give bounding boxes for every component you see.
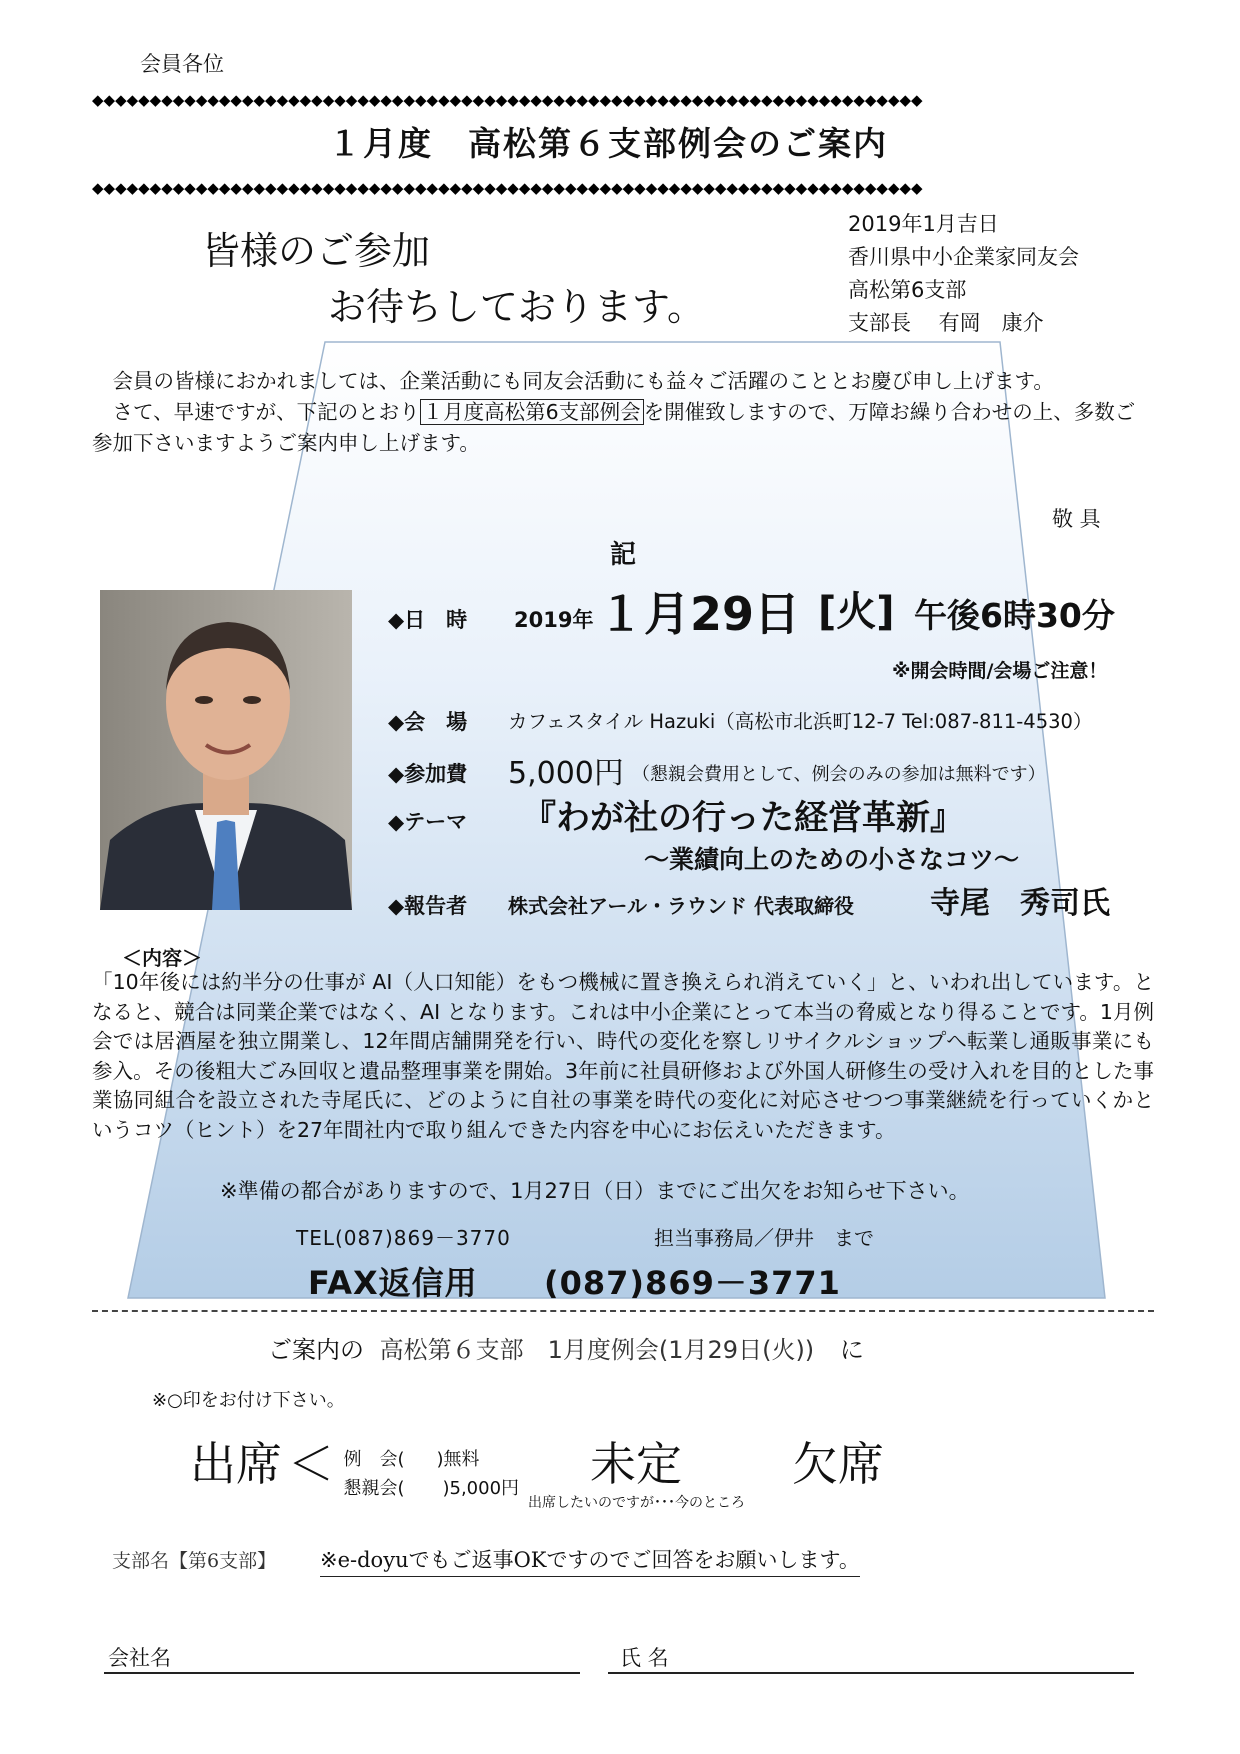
venue-notice: ※開会時間/会場ご注意！ [892, 660, 1108, 682]
diamond-border-bottom: ◆◆◆◆◆◆◆◆◆◆◆◆◆◆◆◆◆◆◆◆◆◆◆◆◆◆◆◆◆◆◆◆◆◆◆◆◆◆◆◆◆◆◆◆◆◆◆◆◆◆◆◆◆◆◆◆◆◆◆◆◆◆◆◆◆◆◆◆◆◆◆◆ [92, 180, 923, 196]
option-party[interactable] [332, 1453, 519, 1500]
datetime-date: １月29日 [598, 587, 801, 641]
reporter-company: 株式会社アール・ラウンド 代表取締役 [508, 894, 854, 918]
fee-value: 5,000円 [508, 756, 624, 791]
datetime-weekday: [火] [818, 589, 895, 635]
closing-keigu: 敬 具 [1052, 507, 1101, 531]
absent-option[interactable]: 欠席 [792, 1437, 884, 1491]
reply-instruction: ※○印をお付け下さい。 [152, 1390, 345, 1411]
option-party-label: 懇親会( [343, 1478, 405, 1499]
letter-body [92, 366, 1152, 459]
diamond-border-top: ◆◆◆◆◆◆◆◆◆◆◆◆◆◆◆◆◆◆◆◆◆◆◆◆◆◆◆◆◆◆◆◆◆◆◆◆◆◆◆◆◆◆◆◆◆◆◆◆◆◆◆◆◆◆◆◆◆◆◆◆◆◆◆◆◆◆◆◆◆◆◆◆ [92, 92, 923, 108]
greeting-line2: お待ちしております。 [328, 285, 705, 329]
fee-note: （懇親会費用として、例会のみの参加は無料です） [632, 764, 1046, 785]
datetime-year: 2019年 [514, 608, 594, 632]
company-name-field[interactable] [104, 1672, 580, 1674]
reporter-name: 寺尾 秀司氏 [930, 886, 1110, 921]
issuer-block [848, 208, 1079, 340]
edoyu-note: ※e-doyuでもご返事OKですのでご回答をお願いします。 [320, 1544, 860, 1577]
undecided-option[interactable]: 未定 [590, 1437, 682, 1491]
issuer-chief: 支部長 有岡 康介 [848, 311, 1044, 335]
undecided-note: 出席したいのですが･･･今のところ [528, 1495, 745, 1511]
attend-bracket: ＜ [288, 1437, 334, 1491]
issuer-branch: 高松第6支部 [848, 278, 967, 302]
boxed-event-name: １月度高松第6支部例会 [420, 399, 644, 425]
fax-label: FAX返信用 [308, 1264, 478, 1302]
greeting-line1: 皆様のご参加 [202, 229, 431, 273]
reply-prefix: ご案内の [268, 1336, 364, 1364]
letter-p2-after: を開催致しますので、万障お繰り合わせの上、多数ご参加下さいますようご案内申し上げます。 [92, 400, 1136, 455]
page-title: １月度 高松第６支部例会のご案内 [328, 124, 888, 163]
letter-paragraph-2 [92, 397, 1152, 459]
theme-value: 『わが社の行った経営革新』 [522, 798, 964, 838]
company-name-label: 会社名 [108, 1646, 171, 1670]
issue-date: 2019年1月吉日 [848, 212, 999, 236]
contact-tel: TEL(087)869－3770 [296, 1226, 511, 1250]
speaker-photo [100, 590, 352, 910]
issuer-org: 香川県中小企業家同友会 [848, 245, 1079, 269]
reporter-label: ◆報告者 [388, 894, 468, 918]
subtheme-value: ～業績向上のための小さなコツ～ [644, 845, 1020, 874]
venue-label: ◆会 場 [388, 710, 468, 734]
addressee: 会員各位 [140, 52, 224, 76]
contact-staff: 担当事務局／伊井 まで [654, 1226, 874, 1250]
option-party-tail: )5,000円 [442, 1478, 520, 1499]
letter-paragraph-1: 会員の皆様におかれましては、企業活動にも同友会活動にも益々ご活躍のこととお慶び申し上げます。 [112, 369, 1054, 393]
reply-intro [268, 1330, 864, 1365]
attend-option: 出席 [190, 1437, 282, 1491]
datetime-time: 午後6時30分 [914, 596, 1115, 635]
reply-event: 高松第６支部 1月度例会(1月29日(火)) [379, 1336, 815, 1364]
contents-text: 「10年後には約半分の仕事が AI（人口知能）をもつ機械に置き換えられ消えていく」と、いわれ出しています。となると、競合は同業企業ではなく、AI となります。これは中小企業にとって本当の脅威となり得ることです。1月例会では居酒屋を独立開業し、12年間店舗開発を行い、時代の変化を察しリサイクルショップへ転業し通販事業にも参入。その後粗大ごみ回収と遺品整理事業を開始。3年前に社員研修および外国人研修生の受け入れを目的とした事業協同組合を設立された寺尾氏に、どのように自社の事業を時代の変化に対応させつつ事業継続を行っていくかというコツ（ヒント）を27年間社内で取り組んできた内容を中心にお伝えいただきます。 [92, 970, 1154, 1142]
fee-label: ◆参加費 [388, 762, 468, 786]
cut-line [92, 1310, 1154, 1312]
contents-heading: ＜内容＞ [122, 946, 202, 970]
letter-p2-before: さて、早速ですが、下記のとおり [112, 400, 420, 424]
option-meeting-label: 例 会( [343, 1449, 405, 1470]
theme-label: ◆テーマ [388, 810, 468, 834]
option-meeting-tail: )無料 [436, 1449, 480, 1470]
datetime-label: ◆日 時 [388, 608, 468, 632]
venue-value: カフェスタイル Hazuki（高松市北浜町12-7 Tel:087-811-4530） [508, 710, 1093, 733]
person-name-label: 氏 名 [620, 1646, 669, 1670]
person-name-field[interactable] [608, 1672, 1134, 1674]
branch-name-label: 支部名【第6支部】 [112, 1550, 277, 1572]
ki-mark: 記 [610, 540, 637, 570]
rsvp-deadline: ※準備の都合がありますので、1月27日（日）までにご出欠をお知らせ下さい。 [220, 1179, 970, 1203]
reply-suffix: に [839, 1336, 864, 1364]
fax-number: (087)869－3771 [544, 1264, 841, 1302]
